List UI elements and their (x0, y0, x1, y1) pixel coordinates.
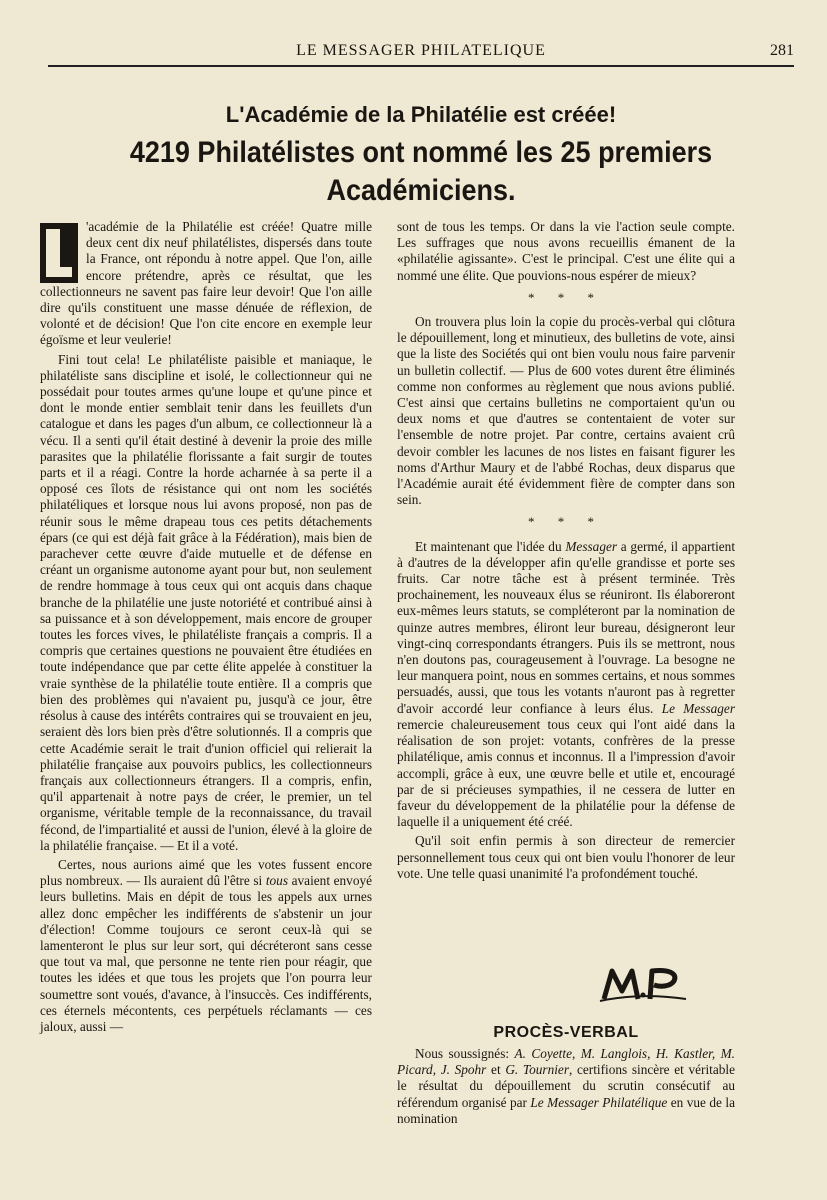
headline-primary: L'Académie de la Philatélie est créée! (225, 102, 617, 127)
paragraph-text: Et maintenant que l'idée du (415, 538, 566, 554)
headline-secondary (85, 134, 756, 210)
article-titles (48, 100, 794, 210)
paragraph (40, 857, 372, 1035)
headline-secondary-line-1: 4219 Philatélistes ont nommé les 25 premiers (129, 136, 713, 169)
page-number: 281 (770, 42, 794, 59)
paragraph-text: Certes, nous aurions aimé que les votes fussent encore plus nombreux. — Ils auraient dû l'être si (40, 856, 372, 889)
paragraph-text: remercie chaleureusement tous ceux qui l'ont aidé dans la réalisation de son projet: votants, confrères de la presse philatélique, amis connus et inconnus. Il a l'impression d'avoir accompli, grâce à eux, une œuvre belle et utile et, encouragé par de si précieuses sympathies, il ne cessera de lutter en faveur du développement de la philatélie pour la défense de laquelle il a uniquement été créé. (397, 716, 735, 830)
page-header (48, 40, 794, 64)
emphasis: tous (265, 873, 289, 889)
paragraph (40, 219, 372, 349)
emphasis: Messager (565, 538, 618, 554)
right-column (397, 219, 735, 882)
paragraph-text: 'académie de la Philatélie est créée! Quatre mille deux cent dix neuf philatélistes, dispersés dans toute la France, ont répondu à notre appel. Que l'on, aille encore prétendre, après ce résultat, que les collectionneurs ne savent pas faire leur devoir! Que l'on aille dire qu'ils constituent une masse dénuée de réflexion, de volonté et de décision! Que l'on cite encore en exemple leur égoïsme et leur veulerie! (40, 219, 372, 348)
dropcap-letter-l-icon (40, 223, 78, 283)
emphasis: Le Messager (661, 700, 735, 716)
paragraph: Qu'il soit enfin permis à son directeur de remercier personnellement tous ceux qui ont bien voulu l'honorer de leur vote. Une telle quasi unanimité l'a profondément touché. (397, 833, 735, 881)
paragraph: Fini tout cela! Le philatéliste paisible et maniaque, le philatéliste sans discipline et isolé, le collectionneur qui ne possédait pour toutes armes qu'une loupe et qu'une pince et dont le monde entier semblait tenir dans les feuillets d'un catalogue et dans les pages d'un album, ce collectionneur là a vécu. Il a senti qu'il était destiné à devenir la proie des mille parasites que la philatélie florissante a fait surgir de toutes parts et il a réagi. Contre la horde acharnée à sa perte il a opposé ces îlots de résistance qui ont nom les sociétés philatéliques et lorsque nous lui avons proposé, non pas de réunir sous le même drapeau tous ces petits détachements épars (ce qui est déjà fait grâce à la Fédération), mais bien de parachever cette œuvre d'aide mutuelle et de défense en créant un organisme autonome ayant pour but, non seulement de rendre hommage à tous ceux qui ont acquis dans chaque branche de la philatélie une juste notoriété et contribué ainsi à sa puissance et à son développement, mais encore de grouper toutes les forces vives, le philatéliste français a compris. Il a compris que certaines questions ne pouvaient être étudiées en toute indépendance que par cette élite appelée à constituer la vraie synthèse de la philatélie toute entière. Il a compris que bien des problèmes qui n'avaient pu, jusqu'à ce jour, être résolus à cause des intérêts contraires qui se trouvaient en jeu, seraient dès lors bien près d'être solutionnés. Il a compris que cette Académie serait le trait d'union officiel qui relierait la philatélie française aux pouvoirs publics, les collectionneurs français aux collectionneurs étrangers. Il a compris, enfin, qu'il appartenait à notre pays de créer, le premier, un tel organisme, véritable temple de la reconnaissance, du travail fécond, de l'impartialité et aussi de l'union, élevé à la gloire de la philatélie française. — Et il a voté. (40, 351, 372, 853)
section-separator: * * * (528, 514, 604, 530)
proces-verbal-body: Nous soussignés: A. Coyette, M. Langlois, H. Kastler, M. Picard, J. Spohr et G. Tournier, certifions sincère et véritable le résultat du dépouillement du scrutin consécutif au référendum organisé par Le Messager Philatélique en vue de la nomination (397, 1046, 735, 1126)
paragraph (397, 539, 735, 831)
signature-monogram (598, 965, 688, 1003)
journal-title: LE MESSAGER PHILATELIQUE (296, 42, 546, 59)
left-column (40, 219, 372, 1035)
header-rule (48, 65, 794, 67)
paragraph: sont de tous les temps. Or dans la vie l'action seule compte. Les suffrages que nous avons recueillis émanent de la «philatélie agissante». C'est le principal. C'est une élite qui a nommé une élite. Que pouvions-nous espérer de mieux? (397, 219, 735, 283)
section-separator: * * * (528, 289, 604, 305)
paragraph-text: a germé, il appartient à d'autres de la développer afin qu'elle grandisse et porte ses fruits. Car notre tâche est à présent terminée. Très prochainement, les nouveaux élus se réuniront. Ils élaboreront eux-mêmes leurs statuts, se compléteront par la nomination de quinze autres membres, éliront leur bureau, désigneront leur vingt-cinq correspondants étrangers. Puis ils se mettront, nous n'en doutons pas, courageusement à l'ouvrage. La besogne ne leur manquera point, nous en sommes certains, et nous sommes persuadés, aussi, que tous les votants n'auront pas à regretter d'avoir accordé leur confiance à leurs élus. (397, 538, 736, 716)
signature-icon (598, 965, 688, 1003)
proces-verbal-title: PROCÈS-VERBAL (493, 1024, 639, 1041)
paragraph: On trouvera plus loin la copie du procès-verbal qui clôtura le dépouillement, long et minutieux, des bulletins de vote, ainsi que la liste des Sociétés qui ont bien voulu nous faire parvenir un bulletin collectif. — Plus de 600 votes durent être éliminés comme non conformes au règlement que nous avions publié. C'est ainsi que certains bulletins ne comportaient qu'un ou deux noms et que d'autres se contentaient de voter sur l'ensemble de notre projet. Par contre, certains avaient crû devoir combler les lacunes de nos listes en faisant figurer les noms d'Arthur Maury et de l'abbé Rochas, deux disparus que l'Académie aurait été évidemment fière de compter dans son sein. (397, 314, 735, 508)
headline-secondary-line-2: Académiciens. (326, 174, 516, 207)
paragraph-text: avaient envoyé leurs bulletins. Mais en dépit de tous les appels aux urnes allez donc empêcher les indifférents de s'abstenir un jour d'élection! Comme toujours ce seront ceux-là qui se lamenteront le plus sur leur sort, qui décréteront sans cesse que tout va mal, que personne ne tente rien pour réagir, que toutes les idées et que tous les projets que l'on pourra leur soumettre sont voués, d'avance, à l'insuccès. Ces indifférents, ces éternels mécontents, ces perpétuels réclamants — ces jaloux, aussi — (40, 873, 373, 1034)
